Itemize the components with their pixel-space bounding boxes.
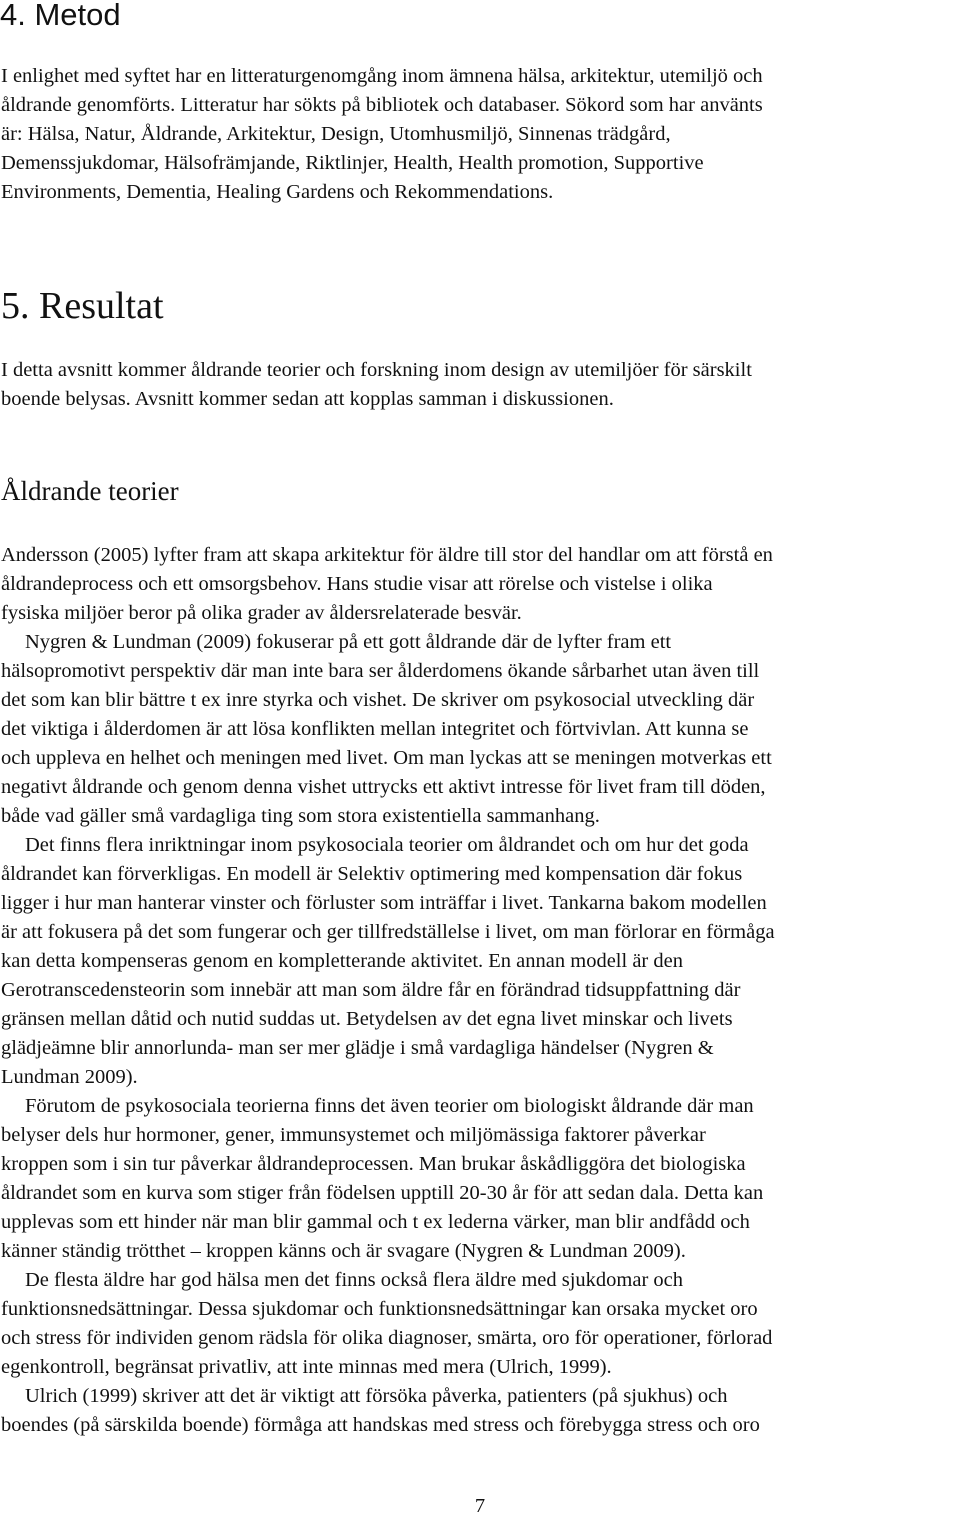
text-line: åldrandeprocess och ett omsorgsbehov. Hans studie visar att rörelse och vistelse i olika (1, 573, 713, 595)
subheading-aldrande-teorier: Åldrande teorier (1, 476, 179, 506)
metod-paragraph (1, 62, 959, 207)
text-line: Det finns flera inriktningar inom psykosociala teorier om åldrandet och om hur det goda (25, 834, 749, 856)
text-line: I detta avsnitt kommer åldrande teorier och forskning inom design av utemiljöer för särskilt (1, 359, 752, 381)
text-line: glädjeämne blir annorlunda- man ser mer glädje i små vardagliga händelser (Nygren & (1, 1037, 714, 1059)
text-line: åldrande genomförts. Litteratur har sökts på bibliotek och databaser. Sökord som har använts (1, 94, 763, 116)
section-heading-metod: 4. Metod (0, 0, 121, 32)
text-line: känner ständig trötthet – kroppen känns och är svagare (Nygren & Lundman 2009). (1, 1240, 686, 1262)
text-line: det viktiga i ålderdomen är att lösa konflikten mellan integritet och förtvivlan. Att kunna se (1, 718, 749, 740)
text-line: kroppen som i sin tur påverkar åldrandeprocessen. Man brukar åskådliggöra det biologiska (1, 1153, 746, 1175)
resultat-intro-paragraph (1, 356, 959, 414)
text-line: I enlighet med syftet har en litteraturgenomgång inom ämnena hälsa, arkitektur, utemiljö och (1, 65, 763, 87)
text-line: Förutom de psykosociala teorierna finns det även teorier om biologiskt åldrande där man (25, 1095, 754, 1117)
text-line: boendes (på särskilda boende) förmåga att handskas med stress och förebygga stress och oro (1, 1414, 760, 1436)
text-line: är: Hälsa, Natur, Åldrande, Arkitektur, Design, Utomhusmiljö, Sinnenas trädgård, (1, 123, 671, 145)
page-number: 7 (474, 1495, 486, 1517)
text-line: Gerotranscedensteorin som innebär att man som äldre får en förändrad tidsuppfattning där (1, 979, 741, 1001)
text-line: Lundman 2009). (1, 1066, 138, 1088)
text-line: det som kan blir bättre t ex inre styrka och vishet. De skriver om psykosocial utveckling där (1, 689, 755, 711)
text-line: hälsopromotivt perspektiv där man inte bara ser ålderdomens ökande sårbarhet utan även till (1, 660, 760, 682)
text-line: funktionsnedsättningar. Dessa sjukdomar och funktionsnedsättningar kan orsaka mycket oro (1, 1298, 758, 1320)
text-line: både vad gäller små vardagliga ting som stora existentiella sammanhang. (1, 805, 600, 827)
text-line: negativt åldrande och genom denna vishet uttrycks ett aktivt intresse för livet fram till döden, (1, 776, 766, 798)
section-heading-resultat: 5. Resultat (1, 285, 164, 327)
text-line: ligger i hur man hanterar vinster och förluster som inträffar i livet. Tankarna bakom modellen (1, 892, 767, 914)
text-line: och stress för individen genom rädsla för olika diagnoser, smärta, oro för operationer, förlorad (1, 1327, 773, 1349)
text-line: fysiska miljöer beror på olika grader av åldersrelaterade besvär. (1, 602, 522, 624)
text-line: boende belysas. Avsnitt kommer sedan att kopplas samman i diskussionen. (1, 388, 614, 410)
text-line: åldrandet kan förverkligas. En modell är Selektiv optimering med kompensation där fokus (1, 863, 743, 885)
text-line: belyser dels hur hormoner, gener, immunsystemet och miljömässiga faktorer påverkar (1, 1124, 706, 1146)
text-line: Nygren & Lundman (2009) fokuserar på ett gott åldrande där de lyfter fram ett (25, 631, 672, 653)
text-line: Ulrich (1999) skriver att det är viktigt att försöka påverka, patienters (på sjukhus) och (25, 1385, 728, 1407)
text-line: De flesta äldre har god hälsa men det finns också flera äldre med sjukdomar och (25, 1269, 684, 1291)
text-line: Demenssjukdomar, Hälsofrämjande, Riktlinjer, Health, Health promotion, Supportive (1, 152, 704, 174)
text-line: är att fokusera på det som fungerar och ger tillfredställelse i livet, om man förlorar en förmåga (1, 921, 775, 943)
text-line: åldrandet som en kurva som stiger från födelsen upptill 20-30 år för att sedan dala. Detta kan (1, 1182, 764, 1204)
text-line: upplevas som ett hinder när man blir gammal och t ex lederna värker, man blir andfådd och (1, 1211, 750, 1233)
text-line: egenkontroll, begränsat privatliv, att inte minnas med mera (Ulrich, 1999). (1, 1356, 612, 1378)
text-line: Andersson (2005) lyfter fram att skapa arkitektur för äldre till stor del handlar om att förstå en (1, 544, 773, 566)
text-line: Environments, Dementia, Healing Gardens och Rekommendations. (1, 181, 554, 203)
text-line: kan detta kompenseras genom en kompletterande aktivitet. En annan modell är den (1, 950, 683, 972)
aldrande-teorier-body (1, 541, 959, 1440)
text-line: och uppleva en helhet och meningen med livet. Om man lyckas att se meningen motverkas ett (1, 747, 772, 769)
text-line: gränsen mellan dåtid och nutid suddas ut. Betydelsen av det egna livet minskar och livets (1, 1008, 733, 1030)
